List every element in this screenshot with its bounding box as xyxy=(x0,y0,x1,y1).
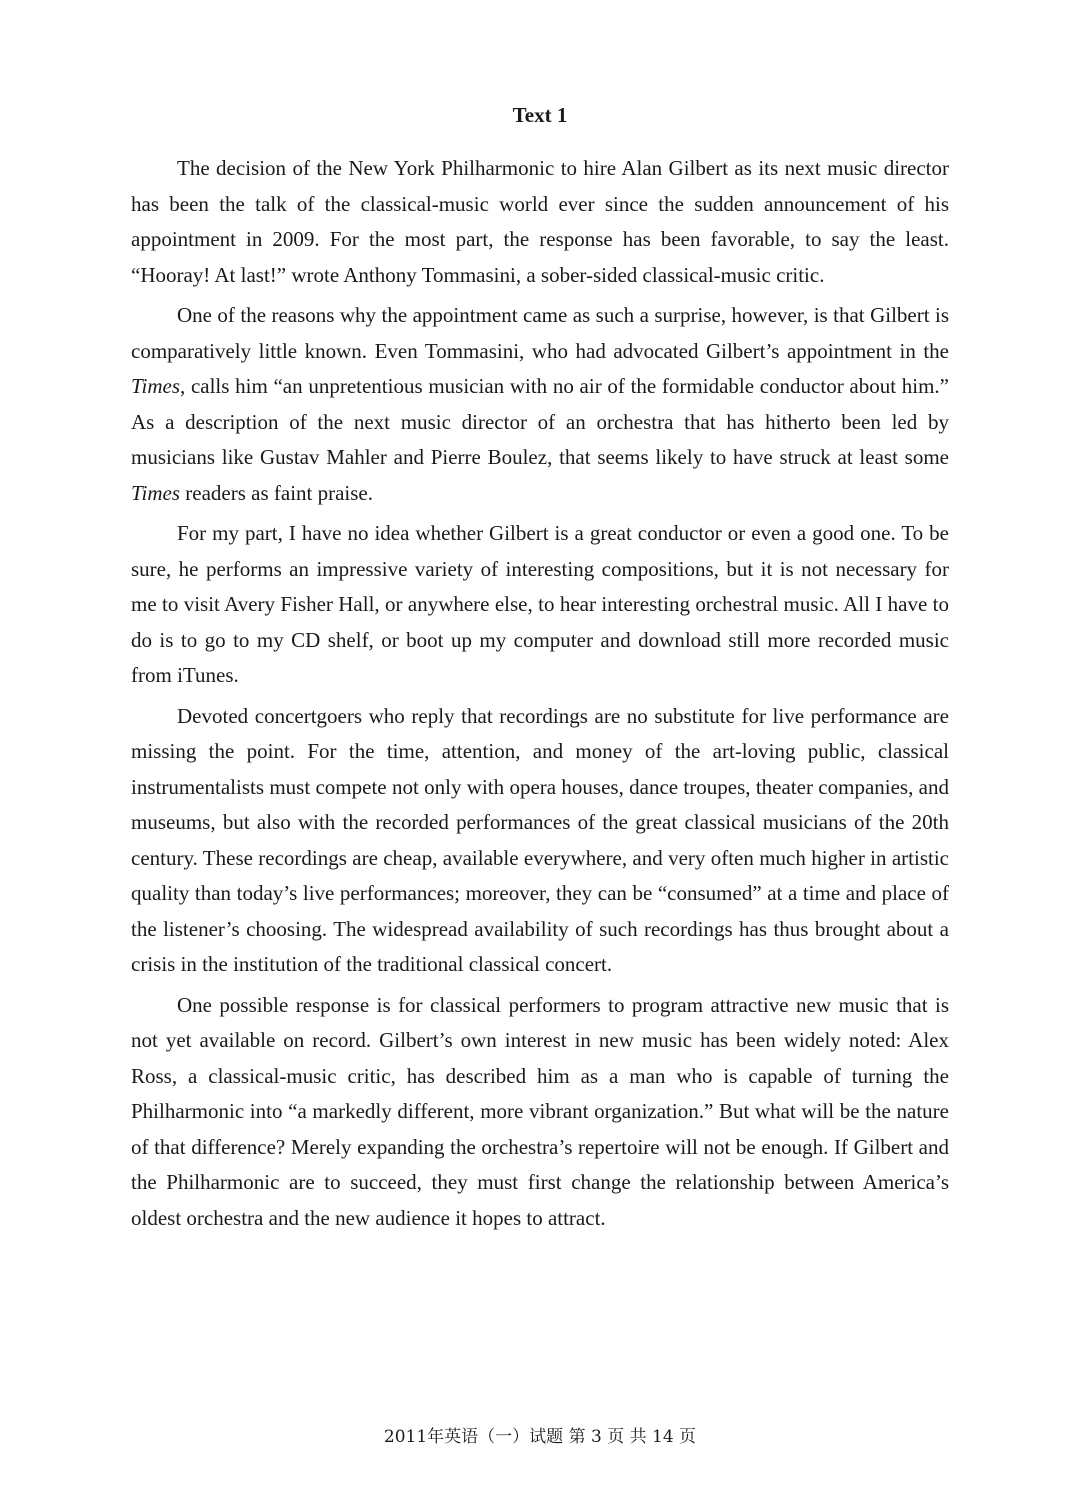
paragraph xyxy=(131,699,949,983)
paragraph xyxy=(131,988,949,1237)
italic-text-run: Times xyxy=(131,374,181,398)
text-run: readers as faint praise. xyxy=(180,480,374,505)
paragraph xyxy=(131,298,949,511)
page-footer: 2011年英语（一）试题 第 3 页 共 14 页 xyxy=(383,1427,697,1447)
text-run: , calls him “an unpretentious musician with no air of the formidable conductor about him.” As a description of the next music director of an orchestra that has hitherto been led by musicians like Gustav Mahler and Pierre Boulez, that seems likely to have struck at least some xyxy=(131,374,949,469)
text-run: One possible response is for classical performers to program attractive new music that is not yet available on record. Gilbert’s own interest in new music has been widely noted: Alex Ross, a classical-music critic, has described him as a man who is capable of turning the Philharmonic into “a markedly different, more vibrant organization.” But what will be the nature of that difference? Merely expanding the orchestra’s repertoire will not be enough. If Gilbert and the Philharmonic are to succeed, they must first change the relationship between America’s oldest orchestra and the new audience it hopes to attract. xyxy=(131,992,949,1230)
text-run: Devoted concertgoers who reply that recordings are no substitute for live performance are missing the point. For the time, attention, and money of the art-loving public, classical instrumentalists must compete not only with opera houses, dance troupes, theater companies, and museums, but also with the recorded performances of the great classical musicians of the 20th century. These recordings are cheap, available everywhere, and very often much higher in artistic quality than today’s live performances; moreover, they can be “consumed” at a time and place of the listener’s choosing. The widespread availability of such recordings has thus brought about a crisis in the institution of the traditional classical concert. xyxy=(131,703,949,976)
paragraph xyxy=(131,516,949,694)
text-run: One of the reasons why the appointment came as such a surprise, however, is that Gilbert is comparatively little known. Even Tommasini, who had advocated Gilbert’s appointment in the xyxy=(131,303,949,363)
paragraph xyxy=(131,151,949,293)
text-run: The decision of the New York Philharmonic to hire Alan Gilbert as its next music director has been the talk of the classical-music world ever since the sudden announcement of his appointment in 2009. For the most part, the response has been favorable, to say the least. “Hooray! At last!” wrote Anthony Tommasini, a sober-sided classical-music critic. xyxy=(131,156,949,287)
document-title: Text 1 xyxy=(512,103,568,127)
document-page xyxy=(131,100,949,1241)
italic-text-run: Times xyxy=(131,480,181,505)
text-run: For my part, I have no idea whether Gilbert is a great conductor or even a good one. To be sure, he performs an impressive variety of interesting compositions, but it is not necessary for me to visit Avery Fisher Hall, or anywhere else, to hear interesting orchestral music. All I have to do is to go to my CD shelf, or boot up my computer and download still more recorded music from iTunes. xyxy=(131,521,949,687)
document-body xyxy=(131,151,949,1236)
